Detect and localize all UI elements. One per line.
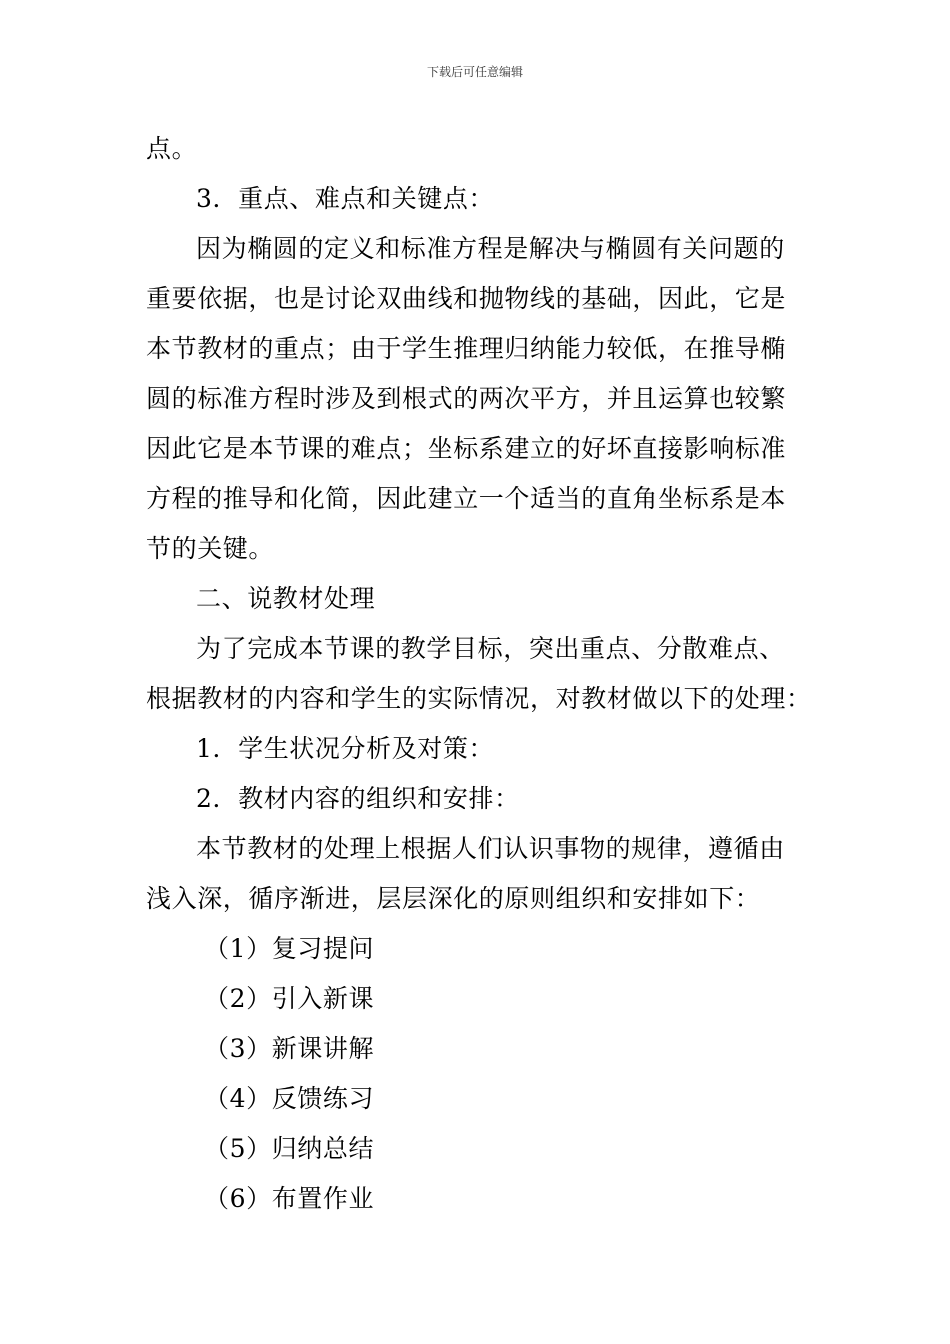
paragraph-line: 点。 xyxy=(146,134,198,163)
section-heading: 2．教材内容的组织和安排： xyxy=(196,784,520,813)
paragraph-line: 浅入深，循序渐进，层层深化的原则组织和安排如下： xyxy=(146,884,761,913)
page-header-note: 下载后可任意编辑 xyxy=(426,65,523,79)
paragraph-line: 本节教材的处理上根据人们认识事物的规律，遵循由 xyxy=(196,834,785,863)
paragraph-line: 为了完成本节课的教学目标，突出重点、分散难点、 xyxy=(196,634,785,663)
paragraph-line: 节的关键。 xyxy=(146,534,275,563)
list-item: （3）新课讲解 xyxy=(204,1034,375,1063)
section-heading: 二、说教材处理 xyxy=(196,584,376,613)
paragraph-line: 圆的标准方程时涉及到根式的两次平方，并且运算也较繁 xyxy=(146,384,787,413)
list-item: （1）复习提问 xyxy=(204,934,375,963)
list-item: （2）引入新课 xyxy=(204,984,375,1013)
paragraph-line: 本节教材的重点；由于学生推理归纳能力较低，在推导椭 xyxy=(146,334,787,363)
paragraph-line: 根据教材的内容和学生的实际情况，对教材做以下的处理： xyxy=(146,684,812,713)
list-item: （4）反馈练习 xyxy=(204,1084,375,1113)
section-heading: 3．重点、难点和关键点： xyxy=(196,184,495,213)
paragraph-line: 方程的推导和化简，因此建立一个适当的直角坐标系是本 xyxy=(146,484,787,513)
list-item: （6）布置作业 xyxy=(204,1184,375,1213)
document-body xyxy=(146,124,810,1224)
paragraph-line: 因为椭圆的定义和标准方程是解决与椭圆有关问题的 xyxy=(196,234,785,263)
list-item: （5）归纳总结 xyxy=(204,1134,375,1163)
paragraph-line: 因此它是本节课的难点；坐标系建立的好坏直接影响标准 xyxy=(146,434,787,463)
section-heading: 1．学生状况分析及对策： xyxy=(196,734,495,763)
paragraph-line: 重要依据，也是讨论双曲线和抛物线的基础，因此，它是 xyxy=(146,284,787,313)
